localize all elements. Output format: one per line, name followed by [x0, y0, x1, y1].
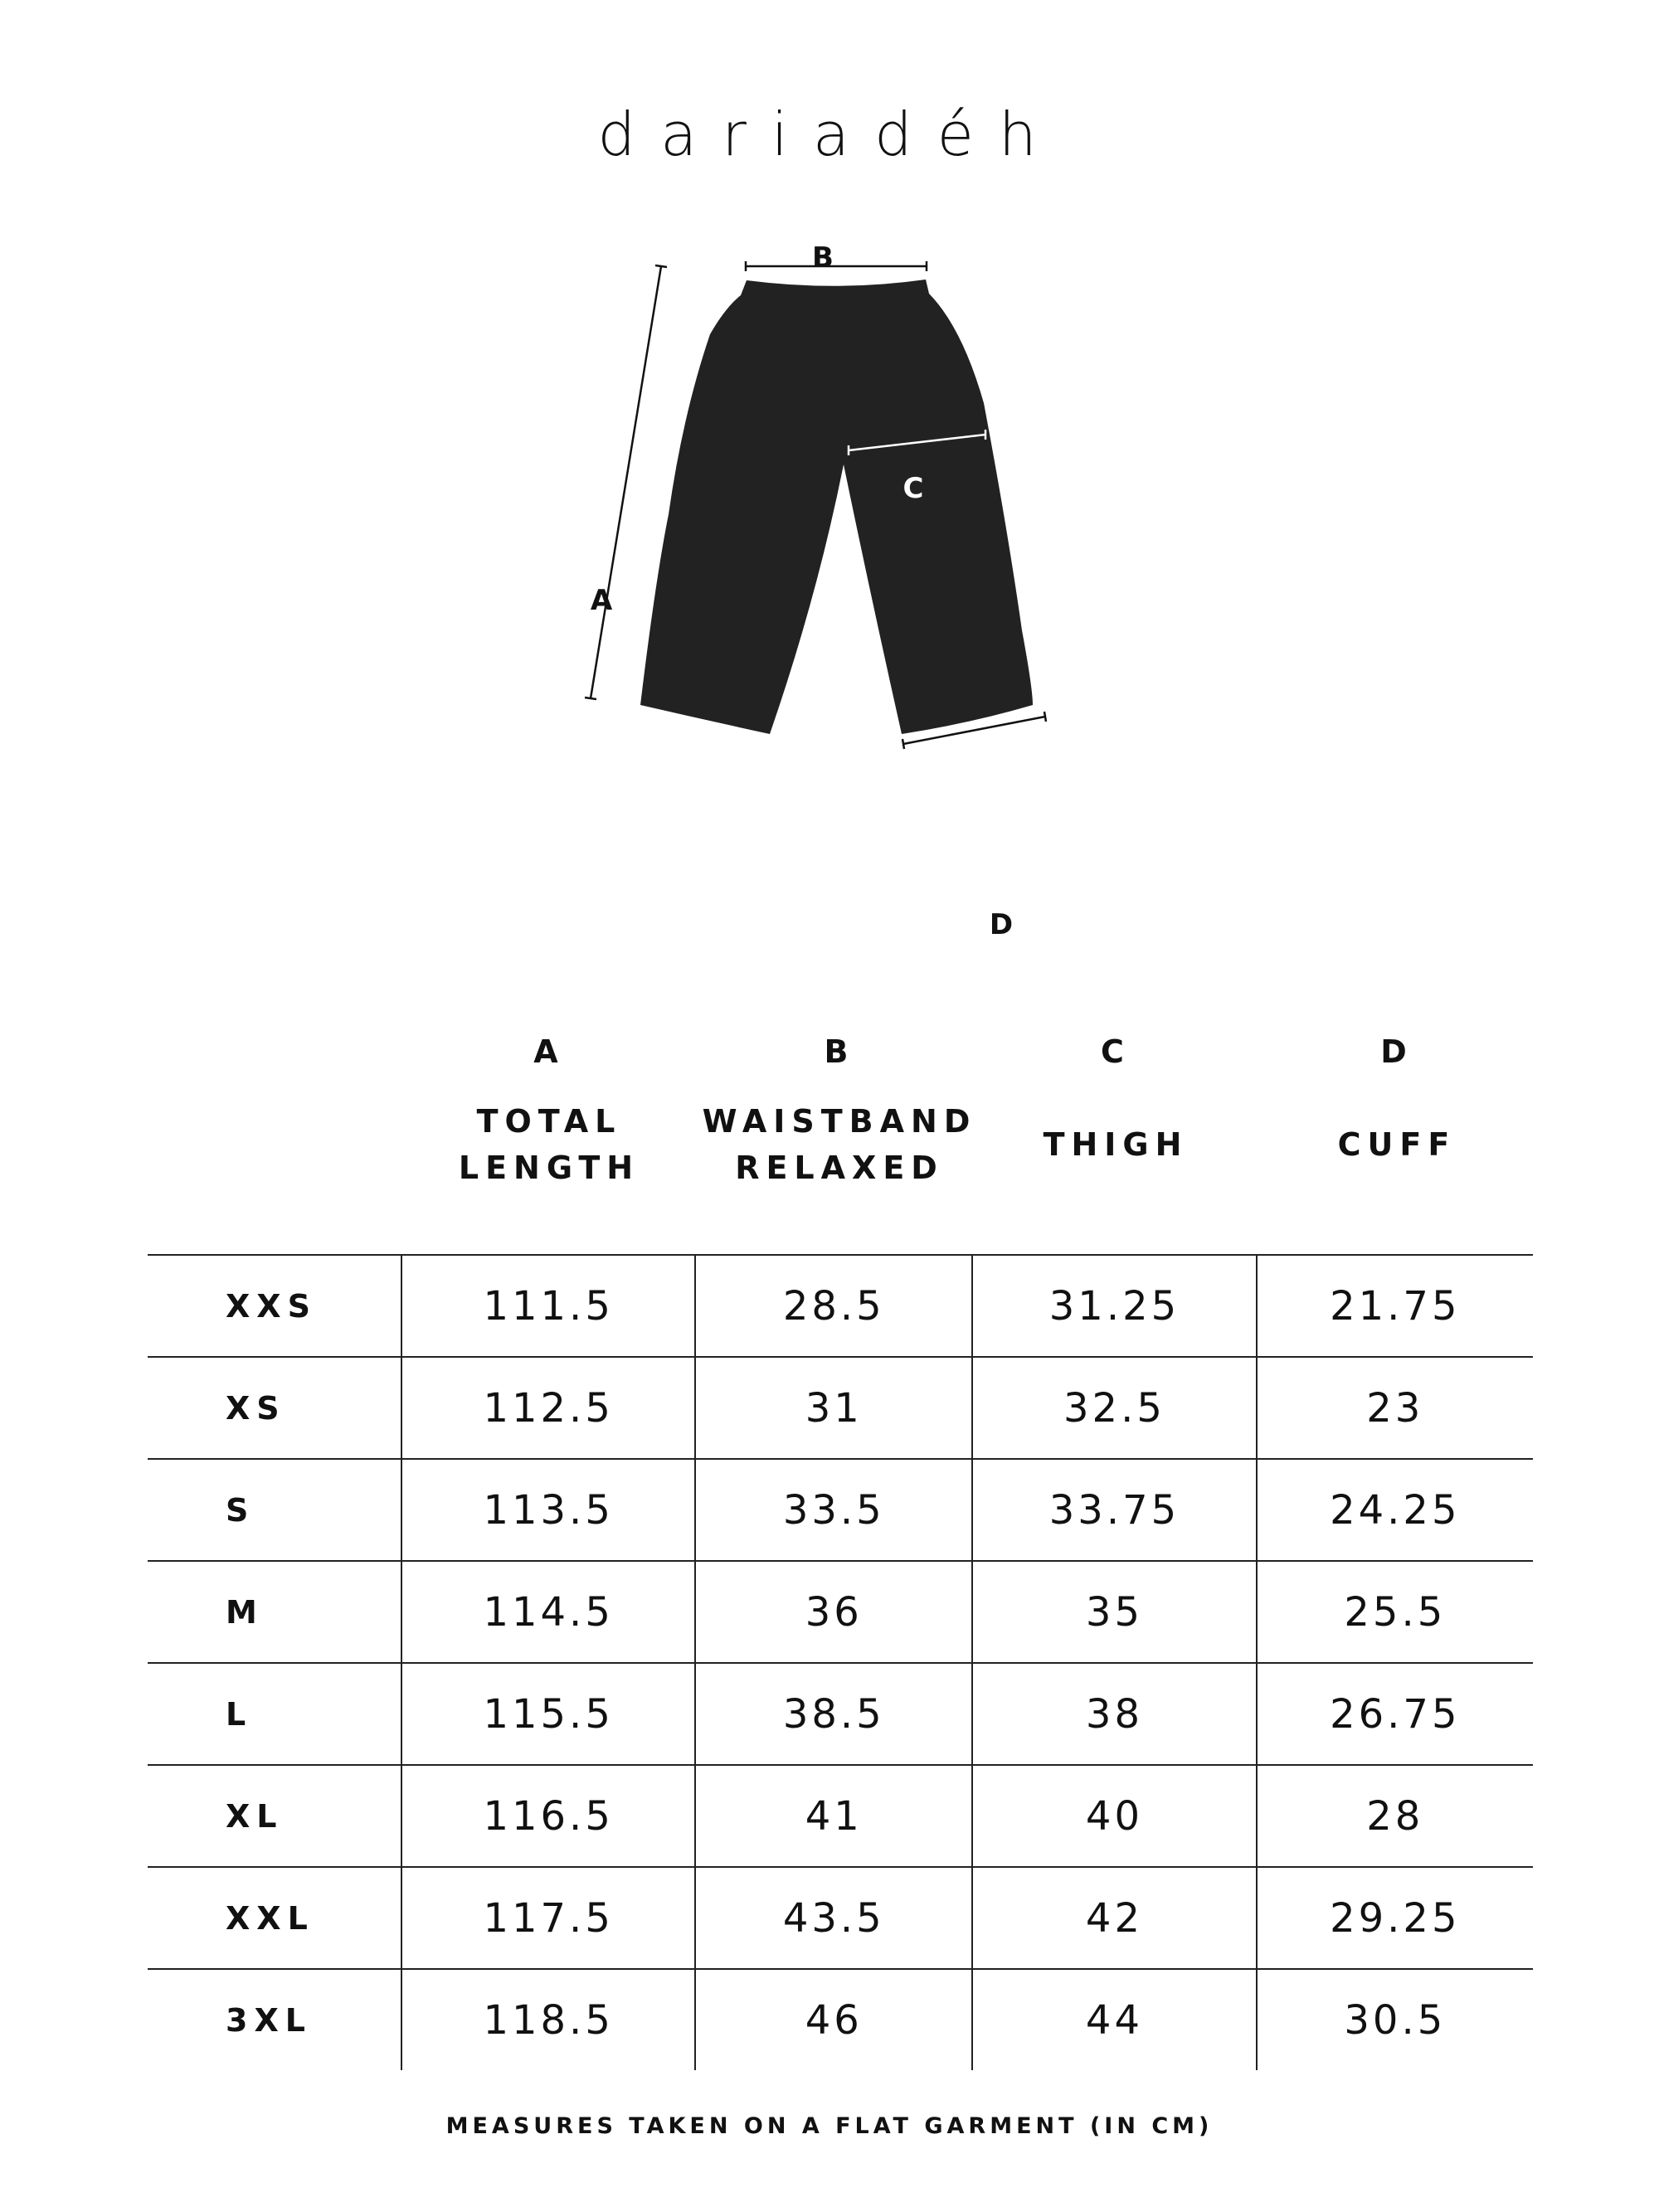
measurement-cell: 33.75 [972, 1459, 1256, 1561]
measurement-cell: 28 [1257, 1765, 1533, 1867]
measurement-cell: 31.25 [972, 1255, 1256, 1357]
size-label: XXL [148, 1867, 401, 1969]
measurement-cell: 112.5 [401, 1357, 695, 1459]
measurement-cell: 41 [695, 1765, 972, 1867]
measurement-cell: 114.5 [401, 1561, 695, 1663]
measurement-cell: 115.5 [401, 1663, 695, 1765]
measurement-cell: 36 [695, 1561, 972, 1663]
table-row [148, 1765, 1533, 1867]
size-label: XXS [148, 1255, 401, 1357]
size-chart-table [148, 1254, 1533, 2070]
label-b: B [812, 241, 834, 275]
measurement-cell: 40 [972, 1765, 1256, 1867]
measurement-cell: 24.25 [1257, 1459, 1533, 1561]
label-a: A [590, 584, 613, 617]
measurement-cell: 117.5 [401, 1867, 695, 1969]
column-letter: B [824, 1033, 855, 1070]
table-row [148, 1357, 1533, 1459]
table-row [148, 1663, 1533, 1765]
measurement-cell: 42 [972, 1867, 1256, 1969]
size-label: S [148, 1459, 401, 1561]
column-letter: A [533, 1033, 565, 1070]
measurement-cell: 31 [695, 1357, 972, 1459]
column-header: THIGH [1043, 1126, 1189, 1163]
measurement-cell: 25.5 [1257, 1561, 1533, 1663]
measurement-cell: 33.5 [695, 1459, 972, 1561]
table-row [148, 1561, 1533, 1663]
column-header: TOTAL LENGTH [458, 1103, 640, 1186]
column-letter: C [1101, 1033, 1131, 1070]
column-header: WAISTBAND RELAXED [702, 1103, 977, 1186]
table-row [148, 1969, 1533, 2070]
measurement-cell: 43.5 [695, 1867, 972, 1969]
measurement-cell: 30.5 [1257, 1969, 1533, 2070]
measurement-cell: 118.5 [401, 1969, 695, 2070]
table-row [148, 1255, 1533, 1357]
size-label: 3XL [148, 1969, 401, 2070]
label-d: D [989, 908, 1014, 941]
footer-note: MEASURES TAKEN ON A FLAT GARMENT (IN CM) [445, 2113, 1214, 2139]
measurement-cell: 38 [972, 1663, 1256, 1765]
label-c: C [902, 472, 924, 505]
measurement-cell: 23 [1257, 1357, 1533, 1459]
measurement-cell: 46 [695, 1969, 972, 2070]
measurement-cell: 26.75 [1257, 1663, 1533, 1765]
table-row [148, 1459, 1533, 1561]
measurement-cell: 28.5 [695, 1255, 972, 1357]
size-label: M [148, 1561, 401, 1663]
measurement-cell: 111.5 [401, 1255, 695, 1357]
table-row [148, 1867, 1533, 1969]
brand-logo: dariadéh [597, 100, 1062, 169]
measurement-cell: 32.5 [972, 1357, 1256, 1459]
measurement-cell: 35 [972, 1561, 1256, 1663]
size-label: XL [148, 1765, 401, 1867]
measurement-cell: 21.75 [1257, 1255, 1533, 1357]
measurement-cell: 29.25 [1257, 1867, 1533, 1969]
measurement-cell: 113.5 [401, 1459, 695, 1561]
measurement-cell: 44 [972, 1969, 1256, 2070]
size-label: XS [148, 1357, 401, 1459]
measurement-cell: 38.5 [695, 1663, 972, 1765]
measurement-cell: 116.5 [401, 1765, 695, 1867]
column-letter: D [1380, 1033, 1413, 1070]
column-header: CUFF [1337, 1126, 1457, 1163]
size-label: L [148, 1663, 401, 1765]
pants-diagram [0, 0, 1659, 954]
pants-silhouette [640, 280, 1033, 734]
